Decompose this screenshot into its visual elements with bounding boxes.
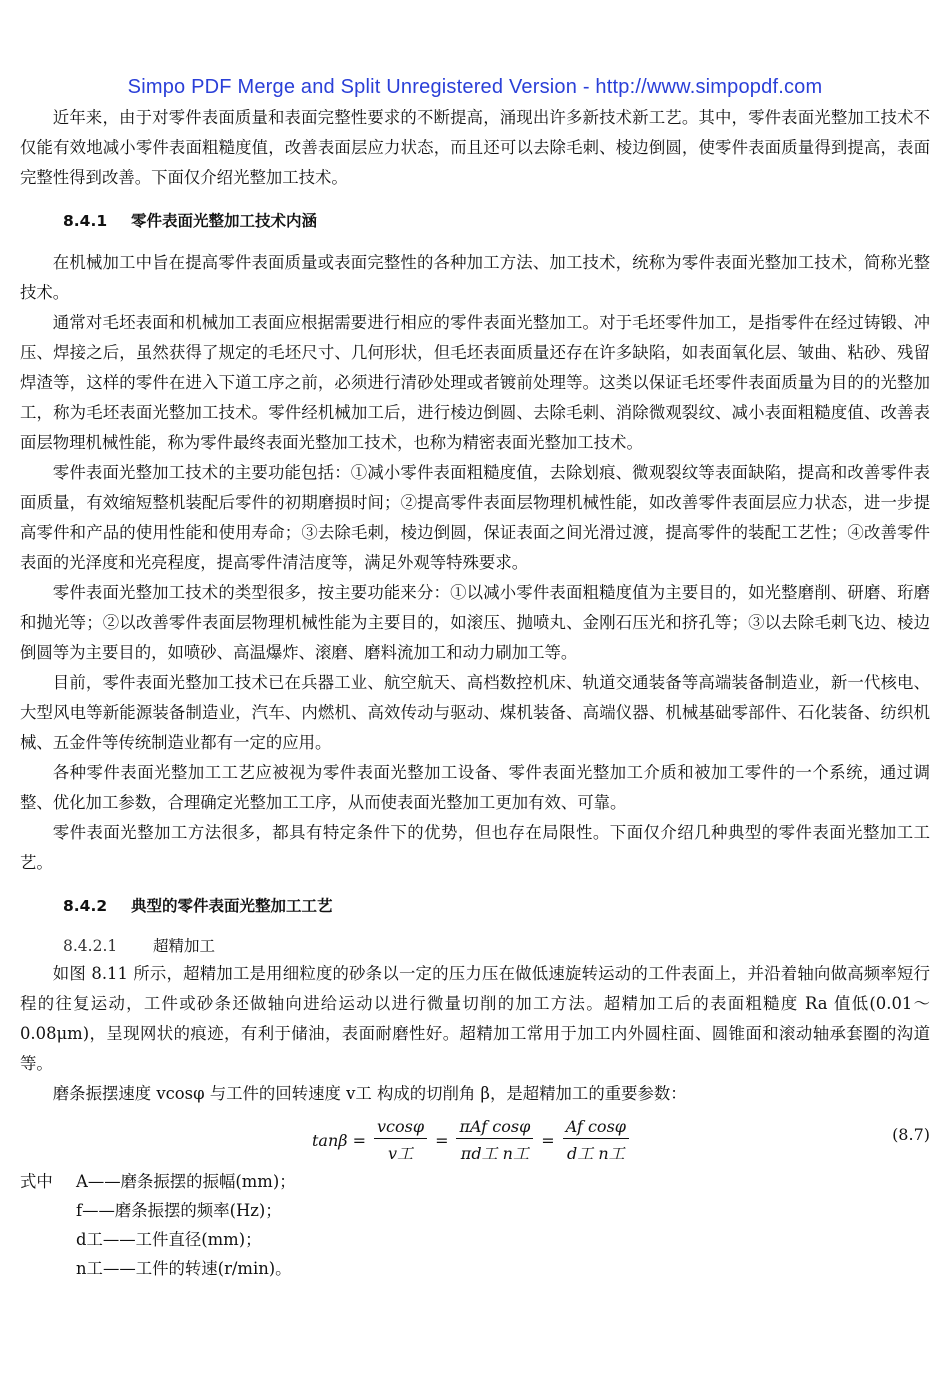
fraction-denominator: πd工 n工	[460, 1144, 529, 1163]
fraction-3	[563, 1117, 629, 1164]
paragraph: 通常对毛坯表面和机械加工表面应根据需要进行相应的零件表面光整加工。对于毛坯零件加工，是指零件在经过铸锻、冲压、焊接之后，虽然获得了规定的毛坯尺寸、几何形状，但毛坯表面质量还存在许多缺陷，如表面氧化层、皱曲、粘砂、残留焊渣等，这样的零件在进入下道工序之前，必须进行清砂处理或者镀前处理等。这类以保证毛坯零件表面质量为目的的光整加工，称为毛坯表面光整加工技术。零件经机械加工后，进行棱边倒圆、去除毛刺、消除微观裂纹、减小表面粗糙度值、改善表面层物理机械性能，称为零件最终表面光整加工技术，也称为精密表面光整加工技术。	[20, 313, 930, 452]
paragraph: 目前，零件表面光整加工技术已在兵器工业、航空航天、高档数控机床、轨道交通装备等高端装备制造业，新一代核电、大型风电等新能源装备制造业，汽车、内燃机、高效传动与驱动、煤机装备、高端仪器、机械基础零部件、石化装备、纺织机械、五金件等传统制造业都有一定的应用。	[20, 673, 930, 752]
variable-row	[20, 1167, 930, 1196]
variable-item: n工——工件的转速(r/min)。	[76, 1259, 292, 1278]
variable-item: d工——工件直径(mm)；	[76, 1230, 262, 1249]
document-body	[20, 103, 930, 1283]
fraction-numerator: vcosφ	[374, 1117, 427, 1139]
subsection-title: 超精加工	[153, 937, 216, 955]
formula-lhs: tanβ =	[312, 1131, 367, 1150]
variable-label-spacer	[20, 1196, 76, 1225]
variable-row	[20, 1254, 930, 1283]
intro-paragraph: 近年来，由于对零件表面质量和表面完整性要求的不断提高，涌现出许多新技术新工艺。其中，零件表面光整加工技术不仅能有效地减小零件表面粗糙度值，改善表面层应力状态，而且还可以去除毛刺、棱边倒圆，使零件表面质量得到提高，表面完整性得到改善。下面仅介绍光整加工技术。	[20, 108, 930, 187]
paragraph: 各种零件表面光整加工工艺应被视为零件表面光整加工设备、零件表面光整加工介质和被加工零件的一个系统，通过调整、优化加工参数，合理确定光整加工工序，从而使表面光整加工更加有效、可靠。	[20, 763, 930, 812]
subsection-number: 8.4.2.1	[63, 937, 118, 955]
watermark-banner: Simpo PDF Merge and Split Unregistered Version - http://www.simpopdf.com	[127, 76, 823, 98]
fraction-denominator: d工 n工	[567, 1144, 625, 1163]
fraction-1	[374, 1117, 427, 1164]
variable-item: A——磨条振摆的振幅(mm)；	[76, 1172, 296, 1191]
fraction-numerator: πAf cosφ	[456, 1117, 533, 1139]
section-heading-8-4-2	[63, 894, 930, 918]
paragraph: 在机械加工中旨在提高零件表面质量或表面完整性的各种加工方法、加工技术，统称为零件表面光整加工技术，简称光整技术。	[20, 253, 930, 302]
formula	[312, 1117, 637, 1164]
section-title: 典型的零件表面光整加工工艺	[131, 897, 333, 915]
equals-sign: =	[435, 1131, 449, 1150]
section-number: 8.4.2	[63, 897, 108, 915]
variable-label-spacer	[20, 1225, 76, 1254]
fraction-denominator: v工	[388, 1144, 414, 1163]
paragraph: 零件表面光整加工方法很多，都具有特定条件下的优势，但也存在局限性。下面仅介绍几种典型的零件表面光整加工工艺。	[20, 823, 930, 872]
variable-label: 式中	[20, 1172, 53, 1191]
variable-row	[20, 1225, 930, 1254]
variable-label-spacer	[20, 1254, 76, 1283]
subsection-heading-8-4-2-1	[63, 933, 930, 959]
variable-row	[20, 1196, 930, 1225]
paragraph: 磨条振摆速度 vcosφ 与工件的回转速度 v工 构成的切削角 β，是超精加工的重要参数：	[52, 1084, 687, 1103]
variable-item: f——磨条振摆的频率(Hz)；	[76, 1201, 282, 1220]
variable-definitions	[20, 1167, 930, 1283]
equals-sign: =	[541, 1131, 555, 1150]
equation-number: (8.7)	[892, 1125, 930, 1144]
paragraph: 如图 8.11 所示，超精加工是用细粒度的砂条以一定的压力压在做低速旋转运动的工件表面上，并沿着轴向做高频率短行程的往复运动，工件或砂条还做轴向进给运动以进行微量切削的加工方法。超精加工后的表面粗糙度 Ra 值低(0.01～0.08μm)，呈现网状的痕迹，有利于储油，表面耐磨性好。超精加工常用于加工内外圆柱面、圆锥面和滚动轴承套圈的沟道等。	[20, 964, 930, 1073]
section-heading-8-4-1	[63, 209, 930, 233]
section-number: 8.4.1	[63, 212, 108, 230]
equation-8-7	[20, 1115, 930, 1165]
paragraph: 零件表面光整加工技术的主要功能包括：①减小零件表面粗糙度值，去除划痕、微观裂纹等表面缺陷，提高和改善零件表面质量，有效缩短整机装配后零件的初期磨损时间；②提高零件表面层物理机械性能，如改善零件表面层应力状态，进一步提高零件和产品的使用性能和使用寿命；③去除毛刺，棱边倒圆，保证表面之间光滑过渡，提高零件的装配工艺性；④改善零件表面的光泽度和光亮程度，提高零件清洁度等，满足外观等特殊要求。	[20, 463, 930, 572]
paragraph: 零件表面光整加工技术的类型很多，按主要功能来分：①以减小零件表面粗糙度值为主要目的，如光整磨削、研磨、珩磨和抛光等；②以改善零件表面层物理机械性能为主要目的，如滚压、抛喷丸、金刚石压光和挤孔等；③以去除毛刺飞边、棱边倒圆等为主要目的，如喷砂、高温爆炸、滚磨、磨料流加工和动力刷加工等。	[20, 583, 930, 662]
fraction-numerator: Af cosφ	[563, 1117, 629, 1139]
fraction-2	[456, 1117, 533, 1164]
section-title: 零件表面光整加工技术内涵	[131, 212, 318, 230]
